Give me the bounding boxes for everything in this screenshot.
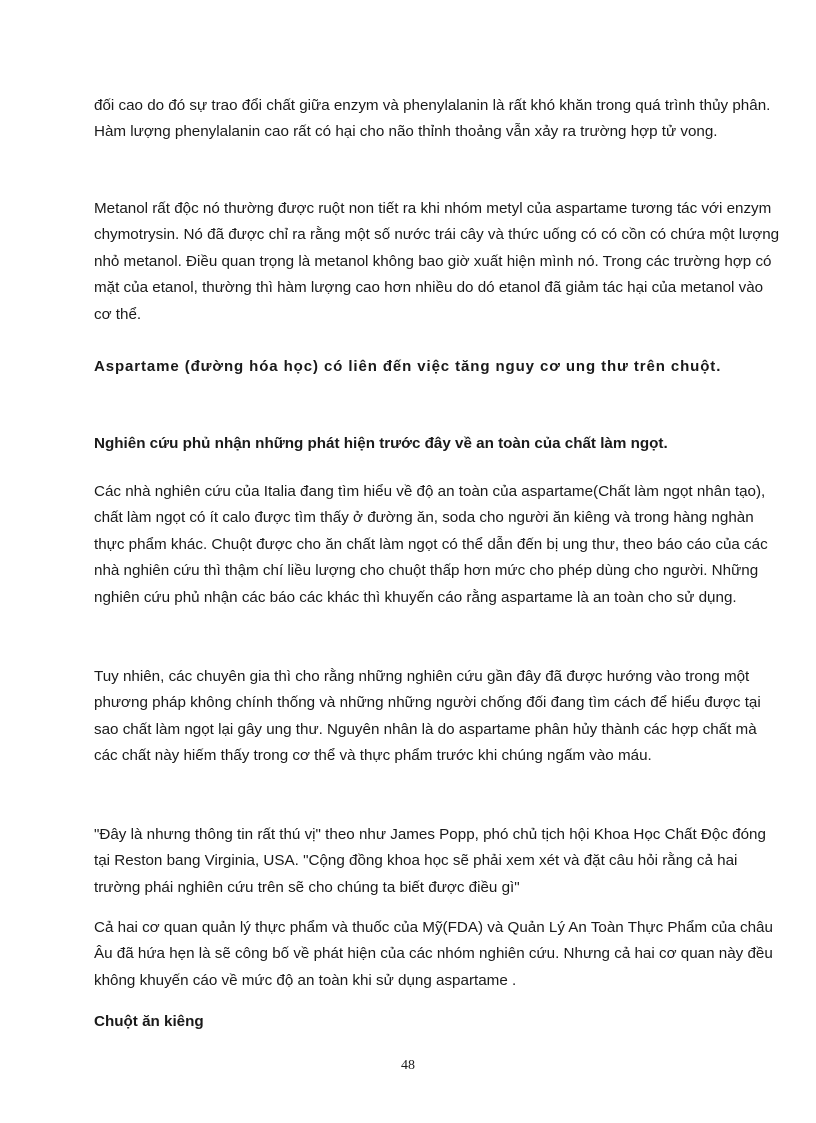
paragraph-metanol: Metanol rất độc nó thường được ruột non tiết ra khi nhóm metyl của aspartame tương tác với enzym chymotrysin. Nó đã được chỉ ra rằng một số nước trái cây và thức uống có có cồn có chứa một lượng nhỏ metanol. Điều quan trọng là metanol không bao giờ xuất hiện mình nó. Trong các trường hợp có mặt của etanol, thường thì hàm lượng cao hơn nhiều do dó etanol đã giảm tác hại của metanol vào cơ thể.: [94, 200, 780, 323]
paragraph-italian-research: Các nhà nghiên cứu của Italia đang tìm hiểu về độ an toàn của aspartame(Chất làm ngọt nhân tạo), chất làm ngọt có ít calo được tìm thấy ở đường ăn, soda cho người ăn kiêng và trong hàng nghàn thực phẩm khác. Chuột được cho ăn chất làm ngọt có thể dẫn đến bị ung thư, theo báo cáo của các nhà nghiên cứu thì thậm chí liều lượng cho chuột thấp hơn mức cho phép dùng cho người. Những nghiên cứu phủ nhận các báo các khác thì khuyến cáo rằng aspartame là an toàn cho sử dụng.: [94, 483, 768, 606]
paragraph-james-popp-quote: "Đây là nhưng thông tin rất thú vị" theo như James Popp, phó chủ tịch hội Khoa Học Chất Độc đóng tại Reston bang Virginia, USA. "Cộng đồng khoa học sẽ phải xem xét và đặt câu hỏi rằng cả hai trường phái nghiên cứu trên sẽ cho chúng ta biết được điều gì": [94, 826, 766, 896]
section-subheading-study: Nghiên cứu phủ nhận những phát hiện trước đây về an toàn của chất làm ngọt.: [94, 435, 668, 452]
page-number: 48: [401, 1058, 415, 1073]
paragraph-phenylalanin: đối cao do đó sự trao đổi chất giữa enzym và phenylalanin là rất khó khăn trong quá trình thủy phân. Hàm lượng phenylalanin cao rất có hại cho não thỉnh thoảng vẫn xảy ra trường hợp tử vong.: [94, 97, 771, 141]
paragraph-fda-efsa: Cả hai cơ quan quản lý thực phẩm và thuốc của Mỹ(FDA) và Quản Lý An Toàn Thực Phẩm của châu Âu đã hứa hẹn là sẽ công bố về phát hiện của các nhóm nghiên cứu. Nhưng cả hai cơ quan này đều không khuyến cáo về mức độ an toàn khi sử dụng aspartame .: [94, 919, 773, 989]
paragraph-experts-opinion: Tuy nhiên, các chuyên gia thì cho rằng những nghiên cứu gần đây đã được hướng vào trong một phương pháp không chính thống và những những người chống đối đang tìm cách để hiểu được tại sao chất làm ngọt lại gây ung thư. Nguyên nhân là do aspartame phân hủy thành các hợp chất mà các chất này hiếm thấy trong cơ thể và thực phẩm trước khi chúng ngấm vào máu.: [94, 668, 761, 765]
section-subheading-diet-rats: Chuột ăn kiêng: [94, 1013, 204, 1030]
section-heading-aspartame-cancer: Aspartame (đường hóa học) có liên đến việc tăng nguy cơ ung thư trên chuột.: [94, 358, 722, 375]
